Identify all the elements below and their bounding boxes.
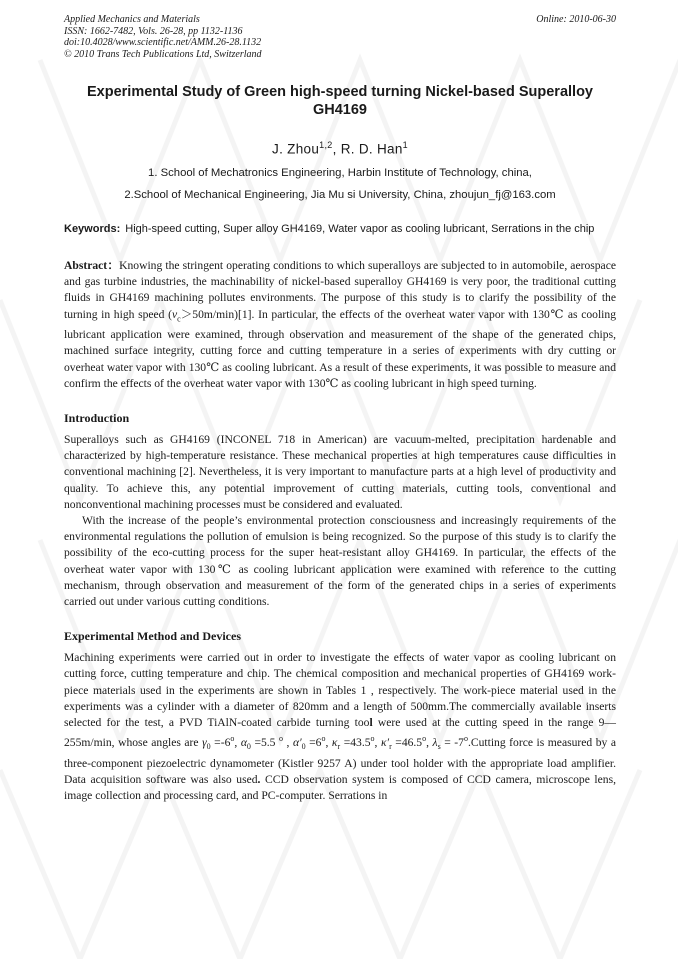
symbol-subscript: 0 xyxy=(206,742,211,752)
paragraph: Superalloys such as GH4169 (INCONEL 718 in American) are vacuum-melted, precipitation hardenable and characterized by high-temperature resistance. These mechanical properties at high temperatures cause difficulties in conventional machining [2]. Nevertheless, it is very important to manufacture parts at a high level of productivity and quality. To achieve this, any potential improvement of cutting materials, cutting tools, conventional and nonconventional machining processes must be considered and evaluated. xyxy=(64,432,616,511)
paragraph-text: Machining experiments were carried out in order to investigate the effects of water vapor as cooling lubricant on cutting force, cutting temperature and chip. The chemical composition and mechanical properties of GH4169 work-piece materials used in the experiments are shown in Tables 1 , respectively. The work-piece material used in the experiments was a cylinder with a diameter of 820mm and a length of 500mm.The commercially available inserts selected for the test, a PVD TiAlN-coated carbide turning too xyxy=(64,651,616,729)
online-date: Online: 2010-06-30 xyxy=(536,14,616,25)
degree-mark: o xyxy=(230,734,235,744)
inclination-angle-symbol: λ xyxy=(432,736,438,750)
paper-page xyxy=(64,14,616,804)
degree-mark: o xyxy=(370,734,375,744)
degree-mark: o xyxy=(463,734,468,744)
keywords-label: Keywords: xyxy=(64,222,121,235)
affiliation-2: 2.School of Mechanical Engineering, Jia Mu si University, China, zhoujun_fj@163.com xyxy=(124,188,556,201)
paragraph-text: .Cutting force is measured by a three-component piezoelectric dynamometer (Kistler 9257 A) under tool holder with the appropriate load amplifier. Data acquisition software was also used xyxy=(64,736,617,786)
paper-title: Experimental Study of Green high-speed turning Nickel-based Superalloy GH4169 xyxy=(87,84,593,118)
issn-line: ISSN: 1662-7482, Vols. 26-28, pp 1132-1136 xyxy=(64,25,243,37)
paragraph: Machining experiments were carried out in order to investigate the effects of water vapor as cooling lubricant on cutting force, cutting temperature and chip. The chemical composition and mechanical properties of GH4169 work-piece materials used in the experiments are shown in Tables 1 , respectively. The work-piece material used in the experiments was a cylinder with a diameter of 820mm and a length of 500mm.The commercially available inserts selected for the test, a PVD TiAlN-coated carbide turning tool were used at the cutting speed in the range 9—255m/min, whose angles are $\gamma_0 =-6^o$, $\alpha_0 =5.5$ $^o$ , $\alpha'_0 =6^o$, $\kappa_r =43.5^o$, $\kappa'_r =46.5^o$, $\lambda_s$ = $-7^o.Cutting$ force is measured by a three-component piezoelectric dynamometer (Kistler 9257 A) under tool holder with the appropriate load amplifier. Data acquisition software was also used. CCD observation system is composed of CCD camera, microscope lens, image collection and processing card, and PC-computer. Serrations in xyxy=(64,651,617,802)
abstract-text: Knowing the stringent operating conditions to which superalloys are subjected to in automobile, aerospace and gas turbine industries, the machinability of nickel-based superalloy GH4169 is very poor, the traditional cutting fluids in GH4169 machining pollutes environments. The purpose of this study is to clarify the possibility of the turning in high speed ( xyxy=(64,259,616,321)
author-list xyxy=(64,140,616,157)
paragraph-text: were used at the cutting speed in the range 9—255m/min, whose angles are xyxy=(64,715,616,750)
author-affiliation-mark: 1 xyxy=(402,140,408,150)
abstract xyxy=(64,258,616,392)
cutting-edge-angle-symbol: κ xyxy=(331,736,338,750)
abstract-label: Abstract： xyxy=(64,259,120,272)
degree-mark: o xyxy=(279,734,284,744)
angle-value: = -7 xyxy=(440,736,464,750)
angle-value: =6 xyxy=(305,736,322,750)
cutting-speed-symbol: v xyxy=(171,307,178,321)
symbol-subscript: 0 xyxy=(301,742,306,752)
author-separator: , xyxy=(332,141,341,157)
symbol-subscript: r xyxy=(337,742,341,752)
angle-value: =5.5 xyxy=(250,736,276,750)
author-affiliation-mark: 1,2 xyxy=(319,140,333,150)
cutting-speed-subscript: c xyxy=(177,313,181,323)
minor-cutting-edge-angle-symbol: κ′ xyxy=(380,736,390,750)
section-heading-introduction: Introduction xyxy=(64,410,130,425)
minor-clearance-angle-symbol: α′ xyxy=(292,736,302,750)
journal-header xyxy=(64,14,616,70)
angle-value: =-6 xyxy=(210,736,231,750)
doi-line[interactable]: doi:10.4028/www.scientific.net/AMM.26-28.1132 xyxy=(64,37,262,48)
abstract-text: ＞50m/min)[1]. In particular, the effects of the overheat water vapor with 130℃ as cooling lubricant application were examined, through observation and measurement of the shape of the generated chips, machined surface integrity, cutting force and cutting temperature in a series of experiments with dry cutting or overheat water vapor with 130℃ as cooling lubricant. As a result of these experiments, it was possible to measure and confirm the effects of the overheat water vapor with 130℃ as cooling lubricant in high speed turning. xyxy=(64,307,616,390)
paragraph-text: l xyxy=(369,715,373,729)
rake-angle-symbol: γ xyxy=(202,736,207,750)
symbol-subscript: s xyxy=(437,742,441,752)
angle-value: =43.5 xyxy=(340,736,371,750)
paragraph-text: CCD observation system is composed of CCD camera, microscope lens, image collection and processing card, and PC-computer. Serrations in xyxy=(64,772,616,802)
symbol-subscript: r xyxy=(389,742,392,752)
journal-name: Applied Mechanics and Materials xyxy=(64,14,200,25)
angle-value: =46.5 xyxy=(391,736,423,750)
keywords-text: High-speed cutting, Super alloy GH4169, Water vapor as cooling lubricant, Serrations in the chip xyxy=(125,222,595,235)
section-heading-methods: Experimental Method and Devices xyxy=(64,629,241,644)
paragraph-text: . xyxy=(257,772,261,786)
copyright-line: © 2010 Trans Tech Publications Ltd, Switzerland xyxy=(64,48,262,60)
affiliation-1: 1. School of Mechatronics Engineering, Harbin Institute of Technology, china, xyxy=(148,166,532,179)
author-name: J. Zhou xyxy=(272,141,320,157)
clearance-angle-symbol: α xyxy=(240,736,247,750)
symbol-subscript: 0 xyxy=(246,742,251,752)
degree-mark: o xyxy=(321,734,326,744)
degree-mark: o xyxy=(422,734,427,744)
paragraph: With the increase of the people’s environmental protection consciousness and increasingly requirements of the environmental regulations the pollution of emulsion is being recognized. So the purpose of this study is to clarify the possibility of the eco-cutting process for the super heat-resistant alloy GH4169. In particular, the effects of the overheat water vapor with 130℃ as cooling lubricant application were examined with reference to the cutting mechanism, through observation and measurement of the form of the generated chips in a series of experiments carried out under various cutting conditions. xyxy=(64,513,616,608)
author-name: R. D. Han xyxy=(340,141,403,157)
keywords xyxy=(64,222,616,237)
